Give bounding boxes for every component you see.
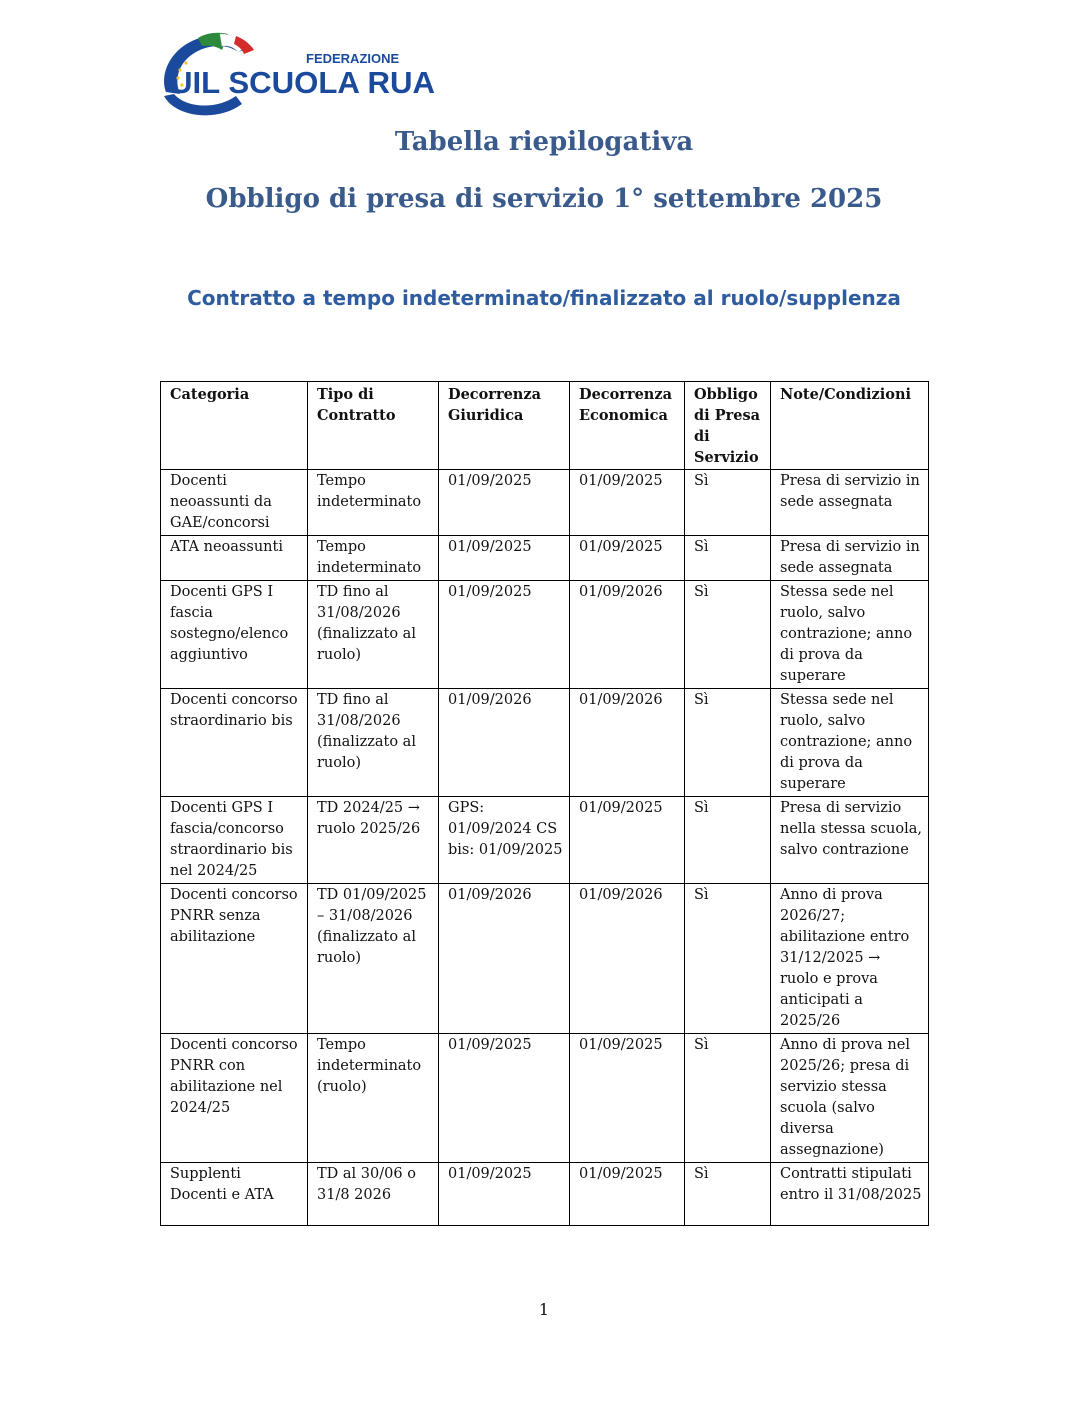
cell-tipo: TD fino al 31/08/2026 (finalizzato al ruolo) [308, 581, 439, 689]
cell-economica: 01/09/2025 [570, 797, 685, 884]
cell-economica: 01/09/2026 [570, 884, 685, 1034]
cell-tipo: Tempo indeterminato [308, 536, 439, 581]
cell-tipo: TD 01/09/2025 – 31/08/2026 (finalizzato al ruolo) [308, 884, 439, 1034]
cell-obbligo: Sì [685, 884, 771, 1034]
cell-categoria: Docenti concorso PNRR senza abilitazione [161, 884, 308, 1034]
table-row [161, 470, 929, 536]
cell-tipo: TD fino al 31/08/2026 (finalizzato al ruolo) [308, 689, 439, 797]
table-row [161, 581, 929, 689]
cell-economica: 01/09/2025 [570, 470, 685, 536]
cell-categoria: Docenti GPS I fascia sostegno/elenco aggiuntivo [161, 581, 308, 689]
cell-tipo: TD 2024/25 → ruolo 2025/26 [308, 797, 439, 884]
cell-giuridica: 01/09/2025 [439, 470, 570, 536]
cell-categoria: ATA neoassunti [161, 536, 308, 581]
cell-giuridica: 01/09/2025 [439, 1163, 570, 1226]
cell-economica: 01/09/2025 [570, 1034, 685, 1163]
cell-economica: 01/09/2026 [570, 581, 685, 689]
header-decorrenza-giuridica: Decorrenza Giuridica [439, 382, 570, 470]
cell-giuridica: 01/09/2025 [439, 581, 570, 689]
cell-obbligo: Sì [685, 1034, 771, 1163]
cell-tipo: Tempo indeterminato [308, 470, 439, 536]
cell-categoria: Docenti concorso straordinario bis [161, 689, 308, 797]
cell-economica: 01/09/2026 [570, 689, 685, 797]
logo-federazione: FEDERAZIONE [306, 51, 400, 66]
header-obbligo: Obbligo di Presa di Servizio [685, 382, 771, 470]
page-number: 1 [538, 1300, 550, 1319]
cell-tipo: TD al 30/06 o 31/8 2026 [308, 1163, 439, 1226]
cell-note: Anno di prova nel 2025/26; presa di servizio stessa scuola (salvo diversa assegnazione) [771, 1034, 929, 1163]
cell-note: Presa di servizio in sede assegnata [771, 536, 929, 581]
table-row [161, 1163, 929, 1226]
cell-note: Contratti stipulati entro il 31/08/2025 [771, 1163, 929, 1226]
cell-economica: 01/09/2025 [570, 536, 685, 581]
table-row [161, 797, 929, 884]
table-header-row [161, 382, 929, 470]
cell-giuridica: 01/09/2026 [439, 689, 570, 797]
document-title: Tabella riepilogativa [394, 127, 694, 157]
cell-note: Anno di prova 2026/27; abilitazione entro 31/12/2025 → ruolo e prova anticipati a 2025/26 [771, 884, 929, 1034]
cell-obbligo: Sì [685, 581, 771, 689]
cell-categoria: Docenti concorso PNRR con abilitazione nel 2024/25 [161, 1034, 308, 1163]
document-subtitle-main: Obbligo di presa di servizio 1° settembre 2025 [205, 184, 883, 214]
header-tipo-contratto: Tipo di Contratto [308, 382, 439, 470]
table-row [161, 1034, 929, 1163]
cell-obbligo: Sì [685, 689, 771, 797]
header-categoria: Categoria [161, 382, 308, 470]
cell-obbligo: Sì [685, 1163, 771, 1226]
uil-scuola-logo [158, 30, 443, 118]
cell-obbligo: Sì [685, 536, 771, 581]
header-decorrenza-economica: Decorrenza Economica [570, 382, 685, 470]
table-row [161, 689, 929, 797]
cell-categoria: Supplenti Docenti e ATA [161, 1163, 308, 1226]
cell-economica: 01/09/2025 [570, 1163, 685, 1226]
cell-obbligo: Sì [685, 797, 771, 884]
cell-note: Stessa sede nel ruolo, salvo contrazione; anno di prova da superare [771, 581, 929, 689]
cell-giuridica: 01/09/2025 [439, 1034, 570, 1163]
cell-giuridica: GPS: 01/09/2024 CS bis: 01/09/2025 [439, 797, 570, 884]
header-note: Note/Condizioni [771, 382, 929, 470]
cell-note: Stessa sede nel ruolo, salvo contrazione; anno di prova da superare [771, 689, 929, 797]
summary-table [160, 381, 929, 1226]
cell-note: Presa di servizio nella stessa scuola, salvo contrazione [771, 797, 929, 884]
cell-giuridica: 01/09/2025 [439, 536, 570, 581]
cell-obbligo: Sì [685, 470, 771, 536]
cell-giuridica: 01/09/2026 [439, 884, 570, 1034]
cell-categoria: Docenti neoassunti da GAE/concorsi [161, 470, 308, 536]
cell-tipo: Tempo indeterminato (ruolo) [308, 1034, 439, 1163]
cell-categoria: Docenti GPS I fascia/concorso straordinario bis nel 2024/25 [161, 797, 308, 884]
table-row [161, 884, 929, 1034]
cell-note: Presa di servizio in sede assegnata [771, 470, 929, 536]
section-heading: Contratto a tempo indeterminato/finalizzato al ruolo/supplenza [187, 286, 901, 310]
logo-main-text: UIL SCUOLA RUA [170, 65, 435, 100]
table-row [161, 536, 929, 581]
